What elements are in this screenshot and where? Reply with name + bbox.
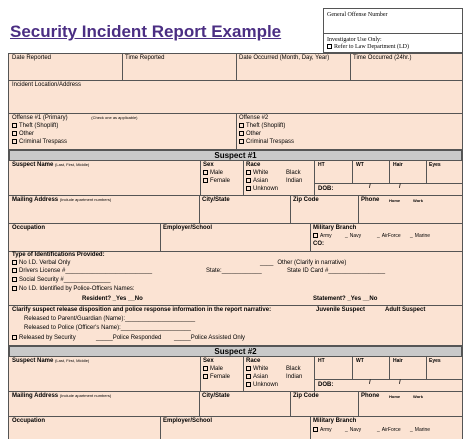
divider bbox=[314, 183, 462, 184]
investigator-use-only-label: Investigator Use Only: bbox=[327, 37, 382, 43]
date-reported-field[interactable]: Date Reported bbox=[12, 55, 52, 61]
divider bbox=[314, 161, 315, 195]
offense1-trespass-option[interactable] bbox=[12, 139, 67, 146]
name-hint: (Last, First, Middle) bbox=[55, 162, 90, 167]
option-label: Black bbox=[286, 366, 301, 372]
ssn-option[interactable]: Social Security #______________ bbox=[12, 277, 110, 284]
zip-code-field[interactable]: Zip Code bbox=[293, 197, 319, 203]
divider bbox=[290, 392, 291, 416]
option-label: Male bbox=[210, 366, 224, 373]
divider bbox=[243, 161, 244, 195]
suspect1-name-field[interactable] bbox=[12, 162, 89, 169]
mailing-label: Mailing Address bbox=[12, 393, 59, 399]
employer-field[interactable]: Employer/School bbox=[163, 418, 213, 424]
branch-navy-option[interactable]: _ Navy bbox=[345, 427, 362, 433]
option-label: Asian bbox=[253, 374, 269, 381]
general-offense-number-label: General Offense Number bbox=[327, 12, 388, 18]
option-label: Drivers License # bbox=[19, 268, 66, 275]
branch-army-option[interactable] bbox=[313, 427, 332, 433]
option-label: Asian bbox=[253, 178, 269, 185]
released-police-field[interactable]: Released to Police (Officer's Name):_____________________ bbox=[24, 325, 191, 331]
sex-female-option[interactable] bbox=[203, 374, 230, 381]
option-label: Indian bbox=[286, 178, 303, 184]
offense2-theft-option[interactable] bbox=[239, 123, 285, 130]
option-label: Theft (Shoplift) bbox=[246, 123, 286, 130]
race-white-option[interactable] bbox=[246, 170, 268, 177]
offense1-other-option[interactable] bbox=[12, 131, 34, 138]
state-id-field[interactable]: State ID Card #_________________ bbox=[287, 268, 386, 274]
no-id-verbal-option[interactable] bbox=[12, 260, 70, 267]
yes-label: Yes bbox=[350, 296, 362, 302]
option-label: No I.D. Identified by Police-Officers Names: bbox=[19, 286, 135, 293]
yes-label: Yes bbox=[116, 296, 127, 302]
race-unknown-option[interactable] bbox=[246, 382, 278, 389]
divider bbox=[358, 392, 359, 416]
checkbox[interactable] bbox=[246, 366, 251, 371]
sex-label: Sex bbox=[203, 358, 214, 364]
divider bbox=[236, 114, 237, 149]
option-label: Unknown bbox=[253, 382, 279, 389]
occupation-field[interactable]: Occupation bbox=[12, 225, 46, 231]
checkbox[interactable] bbox=[313, 427, 318, 432]
refer-to-law-label: Refer to Law Department (LD) bbox=[334, 44, 409, 50]
offense2-trespass-option[interactable] bbox=[239, 139, 294, 146]
sex-male-option[interactable] bbox=[203, 170, 223, 177]
no-id-identified-option[interactable] bbox=[12, 286, 135, 293]
wt-field[interactable]: WT bbox=[356, 162, 364, 168]
branch-airforce-option[interactable]: _ AirForce bbox=[377, 427, 401, 433]
option-label: Criminal Trespass bbox=[246, 139, 295, 146]
divider bbox=[426, 161, 427, 183]
phone-label: Phone bbox=[361, 197, 380, 203]
state-field[interactable]: State:____________ bbox=[206, 268, 262, 274]
option-label: White bbox=[253, 366, 269, 373]
divider bbox=[290, 196, 291, 223]
wt-field[interactable]: WT bbox=[356, 358, 364, 364]
branch-marine-option[interactable]: _ Marine bbox=[410, 233, 431, 239]
checkbox[interactable] bbox=[203, 366, 208, 371]
no-label: No bbox=[369, 296, 378, 302]
divider bbox=[352, 357, 353, 379]
mailing-hint: (Include apartment numbers) bbox=[59, 197, 112, 202]
date-occurred-field[interactable]: Date Occurred (Month, Day, Year) bbox=[239, 55, 330, 61]
co-field[interactable]: CO: bbox=[313, 241, 324, 247]
divider bbox=[389, 161, 390, 183]
divider bbox=[358, 196, 359, 223]
other-clarify-option[interactable]: ____ Other (Clarify in narrative) bbox=[260, 260, 347, 266]
ht-field[interactable]: HT bbox=[318, 358, 325, 364]
no-label: No bbox=[134, 296, 143, 302]
checkbox[interactable] bbox=[246, 374, 251, 379]
state-id-label: State ID Card # bbox=[287, 268, 329, 274]
dob-separator: / bbox=[369, 380, 371, 386]
option-label: Army bbox=[320, 427, 332, 433]
option-label: Unknown bbox=[253, 186, 279, 193]
divider bbox=[324, 33, 462, 34]
option-label: Criminal Trespass bbox=[19, 139, 68, 146]
race-indian-option[interactable] bbox=[286, 374, 302, 381]
divider bbox=[200, 357, 201, 391]
mailing-address-field[interactable] bbox=[12, 197, 111, 204]
divider bbox=[310, 224, 311, 251]
checkbox[interactable] bbox=[12, 335, 17, 340]
race-black-option[interactable] bbox=[286, 366, 301, 373]
checkbox[interactable] bbox=[12, 277, 17, 282]
mailing-hint: (Include apartment numbers) bbox=[59, 393, 112, 398]
checkbox[interactable] bbox=[203, 170, 208, 175]
divider bbox=[236, 54, 237, 80]
hair-field[interactable]: Hair bbox=[393, 358, 403, 364]
option-label: Social Security # bbox=[19, 277, 64, 284]
checkbox[interactable] bbox=[12, 139, 17, 144]
option-label: Police Responded bbox=[112, 335, 162, 341]
divider bbox=[122, 54, 123, 80]
suspect1-banner: Suspect #1 bbox=[9, 150, 462, 161]
race-label: Race bbox=[246, 358, 261, 364]
eyes-field[interactable]: Eyes bbox=[429, 162, 441, 168]
sex-female-option[interactable] bbox=[203, 178, 230, 185]
name-label: Suspect Name bbox=[12, 358, 54, 364]
offense1-title: Offense #1 (Primary) bbox=[12, 115, 68, 121]
time-reported-field[interactable]: Time Reported bbox=[125, 55, 165, 61]
option-label: Other bbox=[19, 131, 35, 138]
branch-marine-option[interactable]: _ Marine bbox=[410, 427, 431, 433]
race-label: Race bbox=[246, 162, 261, 168]
checkbox[interactable] bbox=[246, 178, 251, 183]
resident-label: Resident? bbox=[82, 296, 112, 302]
time-occurred-field[interactable]: Time Occurred (24hr.) bbox=[353, 55, 412, 61]
suspect2-name-field[interactable] bbox=[12, 358, 89, 365]
option-label: Marine bbox=[414, 427, 431, 433]
checkbox[interactable] bbox=[12, 260, 17, 265]
race-asian-option[interactable] bbox=[246, 374, 268, 381]
checkbox[interactable] bbox=[239, 123, 244, 128]
general-offense-box bbox=[323, 8, 463, 53]
offense2-other-option[interactable] bbox=[239, 131, 261, 138]
divider bbox=[199, 196, 200, 223]
race-asian-option[interactable] bbox=[246, 178, 268, 185]
employer-field[interactable]: Employer/School bbox=[163, 225, 213, 231]
checkbox[interactable] bbox=[12, 131, 17, 136]
military-branch-label: Military Branch bbox=[313, 418, 357, 424]
dob-field[interactable]: DOB: bbox=[318, 382, 334, 388]
checkbox[interactable] bbox=[239, 131, 244, 136]
divider bbox=[160, 224, 161, 251]
option-label: AirForce bbox=[381, 427, 401, 433]
branch-army-option[interactable] bbox=[313, 233, 332, 239]
dob-separator: / bbox=[399, 380, 401, 386]
option-label: Navy bbox=[349, 427, 362, 433]
phone-home-field[interactable]: Home bbox=[389, 198, 401, 203]
released-security-option[interactable] bbox=[12, 335, 76, 342]
phone-label: Phone bbox=[361, 393, 380, 399]
phone-work-field[interactable]: Work bbox=[413, 394, 423, 399]
offense1-label bbox=[12, 115, 138, 122]
option-label: Female bbox=[210, 374, 231, 381]
occupation-field[interactable]: Occupation bbox=[12, 418, 46, 424]
option-label: Navy bbox=[349, 233, 362, 239]
option-label: Released by Security bbox=[19, 335, 76, 342]
checkbox[interactable] bbox=[12, 268, 17, 273]
field-label: Released to Police (Officer's Name): bbox=[24, 325, 121, 331]
phone-home-field[interactable]: Home bbox=[389, 394, 401, 399]
checkbox[interactable] bbox=[203, 178, 208, 183]
offense1-note: (Check one as applicable) bbox=[91, 115, 138, 120]
released-parent-field[interactable]: Released to Parent/Guardian (Name):_____________________ bbox=[24, 316, 196, 322]
checkbox[interactable] bbox=[313, 233, 318, 238]
option-label: Black bbox=[286, 170, 301, 176]
divider bbox=[389, 357, 390, 379]
branch-navy-option[interactable]: _ Navy bbox=[345, 233, 362, 239]
field-label: Released to Parent/Guardian (Name): bbox=[24, 316, 126, 322]
option-label: AirForce bbox=[381, 233, 401, 239]
option-label: Theft (Shoplift) bbox=[19, 123, 59, 130]
statement-label: Statement? bbox=[313, 296, 346, 302]
hair-field[interactable]: Hair bbox=[393, 162, 403, 168]
divider bbox=[200, 161, 201, 195]
mailing-label: Mailing Address bbox=[12, 197, 59, 203]
dob-field[interactable]: DOB: bbox=[318, 186, 334, 192]
checkbox[interactable] bbox=[246, 170, 251, 175]
disposition-heading: Clarify suspect release disposition and police response information in the report narrative: bbox=[12, 307, 272, 313]
refer-to-law-option[interactable] bbox=[327, 44, 409, 51]
suspect2-banner: Suspect #2 bbox=[9, 346, 462, 357]
offense2-label: Offense #2 bbox=[239, 115, 269, 121]
incident-location-field[interactable]: Incident Location/Address bbox=[12, 82, 82, 88]
offense1-theft-option[interactable] bbox=[12, 123, 58, 130]
option-label: Army bbox=[320, 233, 332, 239]
divider bbox=[243, 357, 244, 391]
checkbox[interactable] bbox=[246, 186, 251, 191]
checkbox[interactable] bbox=[12, 123, 17, 128]
police-assisted-option[interactable]: _____Police Assisted Only bbox=[174, 335, 246, 341]
sex-male-option[interactable] bbox=[203, 366, 223, 373]
zip-code-field[interactable]: Zip Code bbox=[293, 393, 319, 399]
option-label: Other (Clarify in narrative) bbox=[277, 260, 347, 266]
divider bbox=[314, 357, 315, 391]
name-hint: (Last, First, Middle) bbox=[55, 358, 90, 363]
option-label: Indian bbox=[286, 374, 303, 380]
divider bbox=[199, 392, 200, 416]
phone-work-field[interactable]: Work bbox=[413, 198, 423, 203]
military-branch-label: Military Branch bbox=[313, 225, 357, 231]
checkbox[interactable] bbox=[246, 382, 251, 387]
option-label: Marine bbox=[414, 233, 431, 239]
divider bbox=[160, 417, 161, 439]
state-label: State: bbox=[206, 268, 222, 274]
juvenile-suspect-option[interactable]: Juvenile Suspect bbox=[316, 307, 366, 313]
statement-question[interactable]: Statement? _Yes __No bbox=[313, 296, 378, 302]
page-title: Security Incident Report Example bbox=[10, 22, 282, 41]
branch-airforce-option[interactable]: _ AirForce bbox=[377, 233, 401, 239]
option-label: Male bbox=[210, 170, 224, 177]
race-indian-option[interactable] bbox=[286, 178, 302, 185]
city-state-field[interactable]: City/State bbox=[202, 393, 230, 399]
divider bbox=[350, 54, 351, 80]
dob-separator: / bbox=[399, 184, 401, 190]
dob-separator: / bbox=[369, 184, 371, 190]
checkbox[interactable] bbox=[239, 139, 244, 144]
race-unknown-option[interactable] bbox=[246, 186, 278, 193]
name-label: Suspect Name bbox=[12, 162, 54, 168]
race-black-option[interactable] bbox=[286, 170, 301, 177]
refer-to-law-checkbox[interactable] bbox=[327, 44, 332, 49]
mailing-address-field[interactable] bbox=[12, 393, 111, 400]
option-label: White bbox=[253, 170, 269, 177]
drivers-license-option[interactable]: Drivers License #__________________________ bbox=[12, 268, 152, 275]
ht-field[interactable]: HT bbox=[318, 162, 325, 168]
sex-label: Sex bbox=[203, 162, 214, 168]
divider bbox=[426, 357, 427, 379]
city-state-field[interactable]: City/State bbox=[202, 197, 230, 203]
option-label: No I.D. Verbal Only bbox=[19, 260, 71, 267]
option-label: Other bbox=[246, 131, 262, 138]
eyes-field[interactable]: Eyes bbox=[429, 358, 441, 364]
option-label: Police Assisted Only bbox=[190, 335, 246, 341]
adult-suspect-option[interactable]: Adult Suspect bbox=[385, 307, 426, 313]
identification-heading: Type of Identifications Provided: bbox=[12, 252, 105, 258]
resident-question[interactable]: Resident? _Yes __No bbox=[82, 296, 143, 302]
divider bbox=[314, 379, 462, 380]
police-responded-option[interactable]: _____Police Responded bbox=[96, 335, 162, 341]
race-white-option[interactable] bbox=[246, 366, 268, 373]
divider bbox=[352, 161, 353, 183]
option-label: Female bbox=[210, 178, 231, 185]
divider bbox=[310, 417, 311, 439]
checkbox[interactable] bbox=[203, 374, 208, 379]
checkbox[interactable] bbox=[12, 286, 17, 291]
